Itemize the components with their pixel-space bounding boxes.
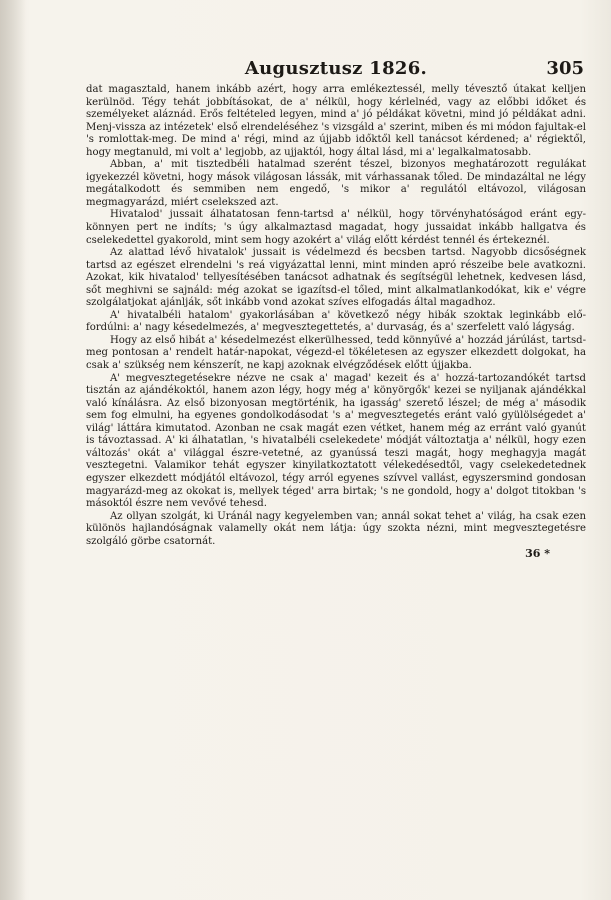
paragraph-5: A' hivatalbéli hatalom' gyakorlásában a' következő négy hibák szoktak leginkább elő-fordúlni: a' nagy késedelmezés, a' megvesztegettetés, a' durvaság, és a' szerfelett való lágyság. [86,309,586,334]
page-number: 305 [546,58,584,79]
page-header [86,56,586,82]
paragraph-8: Az ollyan szolgát, ki Uránál nagy kegyelemben van; annál sokat tehet a' világ, ha csak ezen különös hajlandóságnak valamelly okát nem látja: úgy szokta nézni, mint megvesztegetésre szolgáló görbe csatornát. [86,510,586,547]
running-head: Augusztusz 1826. [244,58,428,79]
signature-mark: 36 * [525,547,550,561]
page-binding-shadow [0,0,26,900]
paragraph-7: A' megvesztegetésekre nézve ne csak a' magad' kezeit és a' hozzá-tartozandókét tartsd tisztán az ajándékoktól, hanem azon légy, hogy még a' könyörgők' kezei se nyiljanak ajándékkal való kínálásra. Az első bizonyosan megtörténik, ha igasság' szerető lészel; de még a' második sem fog elmulni, ha egyenes gondolkodásodat 's a' megvesztegetés eránt való gyülölségedet a' világ' láttára kimutatod. Azonban ne csak magát ezen vétket, hanem még az erránt való gyanút is távoztassad. A' ki álhatatlan, 's hivatalbéli cselekedete' módját változtatja a' nélkül, hogy ezen változás' okát a' világgal észre-vetetné, az gyanússá teszi magát, hogy meghagyja magát vesztegetni. Valamikor tehát egyszer kinyilatkoztatott vélekedésedtől, vagy cselekedetednek egyszer elkezdett módjától eltávozol, tégy arról egyenes szívvel vallást, egyszersmind gondosan magyarázd-meg az okokat is, mellyek téged' arra birtak; 's ne gondold, hogy a' dolgot titokban 's másoktól észre nem vevővé tehesd. [86,372,586,510]
paragraph-2: Abban, a' mit tisztedbéli hatalmad szerént tészel, bizonyos meghatározott regulákat igyekezzél követni, hogy mások világosan lássák, mit várhassanak tőled. De mindazáltal ne légy megátalkodott és semmiben nem engedő, 's mikor a' regulától eltávozol, világosan megmagyarázd, miért cselekszed azt. [86,159,586,208]
paragraph-1: dat magasztald, hanem inkább azért, hogy arra emlékeztessél, melly tévesztő útakat kelljen kerülnöd. Tégy tehát jobbításokat, de a' nélkül, hogy kérlelnéd, vagy az előbbi időket és személyeket aláznád. Erős feltételed legyen, mind a' jó példákat követni, mind jó példákat adni. Menj-vissza az intézetek' első elrendeléséhez 's vizsgáld a' szerint, miben és mi módon fajultak-el 's romlottak-meg. De mind a' régi, mind az újjabb időktől kell tanácsot kérdened; a' régiektől, hogy megtanuld, mi volt a' legjobb, az ujjaktól, hogy által lásd, mi a' legalkalmatosabb. [86,84,586,158]
body-text [86,84,586,561]
paragraph-6: Hogy az első hibát a' késedelmezést elkerülhessed, tedd könnyűvé a' hozzád járúlást, tartsd-meg pontosan a' rendelt határ-napokat, végezd-el tökéletesen az egyszer elkezdett dolgokat, ha csak a' szükség nem kénszerít, ne kapj azoknak elvégződések előtt újjakba. [86,334,586,372]
paragraph-3: Hivatalod' jussait álhatatosan fenn-tartsd a' nélkül, hogy törvényhatóságod eránt egy-könnyen pert ne indíts; 's úgy alkalmaztasd magadat, hogy jussaidat inkább hallgatva és cselekedettel gyakorold, mint sem hogy azokért a' világ előtt kérdést tennél és értekeznél. [86,209,586,246]
paragraph-4: Az alattad lévő hivatalok' jussait is védelmezd és becsben tartsd. Nagyobb dicsőségnek tartsd az egészet elrendelni 's reá vigyázattal lenni, mint minden apró részeibe bele avatkozni. Azokat, kik hivatalod' tellyesítésében tanácsot adhatnak és segítségül lehetnek, kedvesen lásd, sőt meghivni se sajnáld: még azokat se igazítsd-el tőled, mint alkalmatlankodókat, kik e' végre szolgálatjokat ajánlják, sőt inkább vond azokat szíves elfogadás által magadhoz. [86,247,586,309]
